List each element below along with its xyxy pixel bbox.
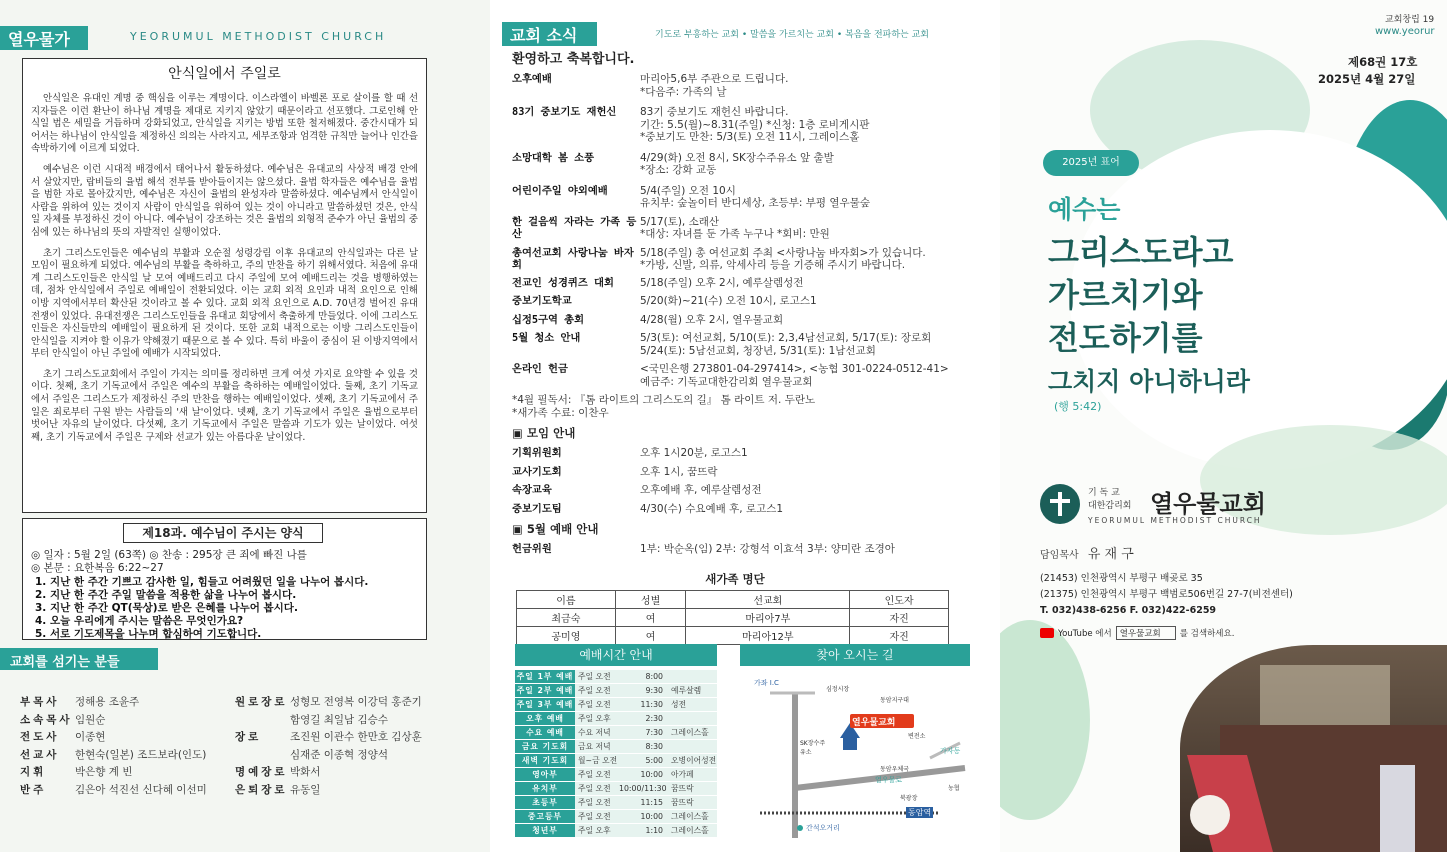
staff-row — [235, 729, 422, 747]
meet-value: 오후예배 후, 예루살렘성전 — [640, 484, 762, 496]
sched-row — [515, 824, 717, 838]
staff-row — [20, 729, 207, 747]
sched-cell: 7:30 — [645, 728, 663, 737]
essay-title: 안식일에서 주일로 — [168, 66, 281, 82]
sched-cell: 10:00 — [640, 812, 663, 821]
staff-role: 명예장로 — [235, 766, 288, 778]
founding: 교회창립 19 — [1385, 15, 1435, 25]
sched-cell: 10:00 — [640, 770, 663, 779]
sched-row — [515, 810, 717, 824]
denom-line: 기 독 교 — [1088, 488, 1120, 498]
family-row — [517, 627, 949, 645]
sched-row — [515, 684, 717, 698]
pastor-label: 담임목사 — [1040, 550, 1079, 561]
map-label: 가좌 I.C — [754, 679, 779, 687]
map-label: 동암우체국 — [880, 766, 909, 773]
staff-left — [20, 694, 207, 799]
sched-cell: 주일 오전 — [578, 700, 611, 709]
left-panel — [0, 0, 490, 852]
th: 이름 — [517, 591, 616, 609]
family-row — [517, 609, 949, 627]
youtube-icon — [1040, 628, 1054, 638]
youtube-line — [1040, 626, 1234, 640]
map-label: 열우물로 — [875, 776, 903, 784]
meet-value: 오후 1시, 꿈뜨락 — [640, 465, 718, 478]
staff-row — [235, 782, 422, 800]
sched-cell: 1:10 — [645, 826, 663, 835]
motto-line: 예수는 — [1048, 195, 1121, 224]
staff-row — [235, 712, 422, 730]
news-value — [640, 247, 987, 272]
news-item — [512, 363, 987, 388]
map-label: 심정시장 — [826, 686, 850, 693]
church-name: 열우물교회 — [1150, 490, 1266, 518]
meet-title: ▣ 모임 안내 — [512, 426, 576, 440]
sched-cell: 꿈뜨락 — [671, 798, 694, 807]
td: 공미영 — [517, 627, 616, 645]
news-value — [640, 332, 987, 357]
news-key: 소망대학 봄 소풍 — [512, 151, 595, 164]
middle-panel — [490, 0, 1000, 852]
map-drawing — [740, 668, 970, 843]
sched-cell: 영아부 — [515, 768, 575, 781]
sched-cell: 그레이스홀 — [671, 728, 709, 737]
td: 마리아7부 — [686, 609, 850, 627]
sched-row — [515, 740, 717, 754]
news-key: 한 걸음씩 자라는 가족 등산 — [512, 215, 637, 240]
staff-role: 전도사 — [20, 731, 60, 743]
news-line: 5/4(주일) 오전 10시 — [640, 184, 736, 197]
staff-role — [235, 712, 290, 730]
news-line: 5/24(토): 5남선교회, 청장년, 5/31(토): 1남선교회 — [640, 344, 876, 357]
staff-names: 한현숙(일본) 조드보라(인도) — [75, 748, 207, 761]
may-item — [512, 543, 987, 556]
motto-line: 전도하기를 — [1048, 319, 1203, 357]
staff-row — [235, 747, 422, 765]
sched-cell: 9:30 — [645, 686, 663, 695]
sched-table — [515, 670, 717, 838]
meet-key: 교사기도회 — [512, 465, 562, 478]
sched-row — [515, 670, 717, 684]
sched-row — [515, 768, 717, 782]
news-value: 5/18(주일) 오후 2시, 예루살렘성전 — [640, 276, 804, 289]
sched-cell: 2:30 — [645, 714, 663, 723]
essay-paragraph: 예수님은 이런 시대적 배경에서 태어나서 활동하셨다. 예수님은 유대교의 사상적 배경 안에서 살았지만, 랍비들의 율법 해석 전부를 받아들이지는 않으셨다. 율법 학자들은 예수님을 율법을 범한 자로 몰아갔지만, 예수님은 자신이 율법의 완성자라 말씀하셨다. 예수님께서 안식일이 사람을 위하여 있는 것이지 사람이 안식일을 위하여 있는 것이 아니라고 말씀하셨던 것은, 안식일 자체를 부정하신 것이 아니다. 예수님이 강조하는 것은 율법의 외형적 준수가 아닌 율법의 중심에 있는 하나님의 뜻의 자발적인 실행이었다. — [31, 163, 418, 238]
sched-row — [515, 726, 717, 740]
news-value — [640, 73, 987, 98]
lesson-questions — [35, 576, 368, 641]
news-item — [512, 106, 987, 144]
sched-cell: 아가페 — [671, 770, 694, 779]
staff-names: 성형모 전영복 이강덕 홍준기 — [290, 696, 422, 708]
staff-names: 임원순 — [75, 713, 106, 726]
sched-cell: 주일 오전 — [578, 686, 611, 695]
staff-title: 교회를 섬기는 분들 — [0, 648, 158, 670]
sched-cell: 5:00 — [645, 756, 663, 765]
essay-paragraph: 초기 그리스도인들은 예수님의 부활과 오순절 성령강림 이후 유대교의 안식일과는 다른 날 모임이 필요하게 되었다. 예수님의 부활을 축하하고, 주의 만찬을 하기 위해서였다. 처음에 유대계 그리스도인들은 안식일 날 모여 예배드리고 다시 주일에 모여 예배드리는 것을 병행하였는데, 점차 안식일에서 주일로 예배일이 전환되었다. 이는 교회 외적 요인과 내적 요인으로 인해 이방 지역에서부터 확산된 것이라고 볼 수 있다. 교회 외적 요인으로 A.D. 70년경 벌어진 유대전쟁이 있었다. 유대전쟁은 그리스도인들을 유대교 회당에서 축출하게 만들었다. 이에 그리스도인들은 자신들만의 예배일이 필요하게 된 것이다. 또한 교회 내적으로는 이방 그리스도인들이 안식일을 지켜야 할 이유가 약해졌기 때문으로 볼 수 있다. 특히 바울이 중심이 된 이방지역에서부터 안식일이 아닌 주일에 예배가 시작되었다. — [31, 247, 418, 360]
sched-cell: 금요 저녁 — [578, 742, 611, 751]
news-key: 5월 청소 안내 — [512, 332, 581, 344]
motto-badge: 2025년 표어 — [1043, 150, 1139, 176]
news-line: 기간: 5.5(월)~8.31(주일) *신청: 1층 로비게시판 — [640, 118, 870, 131]
news-line: 유치부: 숲놀이터 반디세상, 초등부: 부평 열우물숲 — [640, 197, 870, 209]
lesson-title: 제18과. 예수님이 주시는 양식 — [123, 523, 323, 543]
sched-cell: 주일 오전 — [578, 672, 611, 681]
td: 자진 — [850, 627, 949, 645]
question: 5. 서로 기도제목을 나누며 합심하여 기도합니다. — [35, 628, 262, 640]
news-line: 4/29(화) 오전 8시, SK장수주유소 앞 출발 — [640, 151, 834, 164]
staff-right — [235, 694, 422, 799]
sched-cell: 유치부 — [515, 782, 575, 795]
sched-cell: 오병이어성전 — [671, 756, 717, 765]
meet-item — [512, 466, 987, 479]
website: www.yeorur — [1375, 26, 1435, 37]
lesson-text: ◎ 본문 : 요한복음 6:22~27 — [31, 562, 164, 574]
church-name-en: YEORUMUL METHODIST CHURCH — [1088, 516, 1262, 525]
map-label: 동암지구대 — [880, 697, 909, 704]
panel-title: 열우물가 — [8, 30, 70, 49]
family-header-row — [517, 591, 949, 609]
news-item — [512, 73, 987, 98]
news-line: 예금주: 기독교대한감리회 열우물교회 — [640, 375, 813, 388]
panel-subtitle: 기도로 부흥하는 교회 • 말씀을 가르치는 교회 • 복음을 전파하는 교회 — [655, 30, 929, 40]
meet-key: 중보기도팀 — [512, 502, 562, 515]
church-logo-icon — [1040, 484, 1080, 524]
sched-title: 예배시간 안내 — [515, 644, 717, 666]
news-value — [640, 106, 987, 144]
essay-paragraph: 초기 그리스도교회에서 주일이 가지는 의미를 정리하면 크게 여섯 가지로 요약할 수 있을 것이다. 첫째, 초기 기독교에서 주일은 예수의 부활을 축하하는 예배일이었다. 둘째, 초기 기독교에서 주일은 그리스도가 제정하신 주의 만찬을 행하는 예배일이었다. 셋째, 초기 기독교에서 주일은 죄로부터 구원 받는 사람들의 '새 날'이었다. 넷째, 초기 기독교에서 주일은 율법으로부터 벗어난 자유의 날이었다. 다섯째, 초기 기독교에서 주일은 말씀과 기도가 있는 날이었다. 여섯째, 초기 기독교에서 주일은 구제와 선교가 있는 아름다운 날이었다. — [31, 368, 418, 443]
staff-role: 은퇴장로 — [235, 783, 288, 796]
may-value: 1부: 박순옥(임) 2부: 강형석 이효석 3부: 양미란 조경아 — [640, 543, 895, 555]
map-title: 찾아 오시는 길 — [740, 644, 970, 666]
staff-names: 함영길 최일남 김승수 — [290, 713, 388, 726]
sched-cell — [667, 740, 717, 753]
sched-cell: 그레이스홀 — [671, 826, 709, 835]
panel-title: 교회 소식 — [510, 26, 578, 45]
sched-cell: 꿈뜨락 — [671, 784, 694, 793]
issue-date: 2025년 4월 27일 — [1318, 72, 1416, 86]
denomination — [1088, 487, 1131, 513]
essay-box — [22, 58, 427, 513]
lesson-box — [22, 518, 427, 640]
sched-cell: 예루살렘 — [671, 686, 702, 695]
staff-role: 장로 — [235, 731, 262, 743]
sched-cell: 초등부 — [515, 796, 575, 809]
panel-subtitle: YEORUMUL METHODIST CHURCH — [130, 30, 387, 43]
news-line: 83기 중보기도 재헌신 바랍니다. — [640, 106, 789, 118]
news-line: *가방, 신발, 의류, 악세사리 등을 기증해 주시기 바랍니다. — [640, 259, 906, 271]
map-label: 간석오거리 — [806, 824, 840, 832]
staff-names: 정해용 조윤주 — [75, 696, 140, 708]
news-key: 83기 중보기도 재헌신 — [512, 106, 617, 118]
news-value — [640, 152, 987, 177]
meet-item — [512, 447, 987, 460]
panel-header — [0, 26, 490, 50]
staff-row — [235, 694, 422, 712]
map-label: 농협 — [948, 785, 960, 792]
sched-cell: 그레이스홀 — [671, 812, 709, 821]
news-item — [512, 216, 987, 241]
map-label: 열우물교회 — [852, 718, 896, 728]
news-line: 5/17(토), 소래산 — [640, 215, 720, 228]
staff-role: 부목사 — [20, 696, 60, 708]
sched-row — [515, 754, 717, 768]
th: 선교회 — [686, 591, 850, 609]
youtube-search-box[interactable]: 열우물교회 — [1116, 626, 1176, 640]
map-label: 동암역 — [908, 808, 932, 817]
sched-cell: 수요 예배 — [515, 726, 575, 739]
news-key: 십정5구역 총회 — [512, 313, 585, 326]
news-key: 전교인 성경퀴즈 대회 — [512, 276, 614, 289]
sched-row — [515, 796, 717, 810]
news-item — [512, 332, 987, 357]
news-item — [512, 152, 987, 177]
sched-cell: 주일 1부 예배 — [516, 672, 574, 681]
staff-row — [20, 747, 207, 765]
sched-cell: 오후 예배 — [515, 712, 575, 725]
sched-cell — [667, 670, 717, 683]
news-key: 온라인 헌금 — [512, 363, 568, 375]
news-value: 4/28(월) 오후 2시, 열우물교회 — [640, 313, 784, 326]
sched-cell: 주일 오전 — [578, 784, 611, 793]
staff-row — [20, 764, 207, 782]
staff-names: 이종현 — [75, 731, 106, 743]
sched-cell: 성전 — [671, 700, 687, 709]
news-line: *장소: 강화 교동 — [640, 164, 717, 176]
news-line: 5/3(토): 여선교회, 5/10(토): 2,3,4남선교회, 5/17(토): 장로회 — [640, 332, 932, 344]
map-label: 가자동 — [940, 747, 961, 755]
news-line: <국민은행 273801-04-297414>, <농협 301-0224-0512-41> — [640, 363, 949, 375]
volume: 제68권 17호 — [1348, 55, 1418, 69]
address: (21453) 인천광역시 부평구 배곶로 35 — [1040, 573, 1203, 584]
cover-panel — [1000, 0, 1447, 852]
sched-row — [515, 698, 717, 712]
staff-row — [20, 712, 207, 730]
sched-cell: 8:00 — [645, 672, 663, 681]
news-item — [512, 314, 987, 327]
staff-names: 유동일 — [290, 783, 321, 796]
news-item — [512, 277, 987, 290]
staff-role: 지휘 — [20, 766, 47, 778]
book-line: *4월 필독서: 『톰 라이트의 그리스도의 길』 톰 라이트 저. 두란노 — [512, 394, 816, 406]
map-label: 변전소 — [908, 733, 926, 740]
staff-names: 박화서 — [290, 766, 321, 778]
meet-value: 4/30(수) 수요예배 후, 로고스1 — [640, 502, 784, 515]
sched-cell: 새벽 기도회 — [515, 754, 575, 767]
book-note — [512, 394, 987, 419]
motto-line: 그치지 아니하니라 — [1048, 367, 1250, 396]
sched-cell: 월~금 오전 — [578, 756, 618, 765]
news-line: *대상: 자녀를 둔 가족 누구나 *회비: 만원 — [640, 228, 830, 240]
news-list — [512, 48, 987, 561]
news-key: 오후예배 — [512, 73, 552, 85]
news-item — [512, 295, 987, 308]
staff-role — [235, 747, 290, 765]
sched-cell: 수요 저녁 — [578, 728, 611, 737]
staff-names: 김은아 석진선 신다혜 이선미 — [75, 783, 207, 796]
staff-row — [20, 782, 207, 800]
family-title: 새가족 명단 — [705, 572, 765, 586]
staff-role: 반주 — [20, 783, 47, 796]
news-value: 5/20(화)~21(수) 오전 10시, 로고스1 — [640, 295, 817, 307]
sched-cell: 주일 오전 — [578, 770, 611, 779]
map-label: SK장수주유소 — [800, 740, 826, 756]
motto — [1048, 188, 1250, 403]
youtube-post: 를 검색하세요. — [1179, 629, 1235, 639]
address: (21375) 인천광역시 부평구 백범로506번길 27-7(비전센터) — [1040, 589, 1293, 600]
question: 3. 지난 한 주간 QT(묵상)로 받은 은혜를 나누어 봅시다. — [35, 602, 298, 614]
family-table — [516, 590, 949, 645]
question: 1. 지난 한 주간 기쁘고 감사한 일, 힘들고 어려웠던 일을 나누어 봅시다. — [35, 576, 369, 588]
news-value — [640, 216, 987, 241]
may-key: 헌금위원 — [512, 543, 552, 555]
news-line: *중보기도 만찬: 5/3(토) 오전 11시, 그레이스홀 — [640, 131, 860, 143]
worship-photo — [1180, 645, 1447, 852]
sched-row — [515, 712, 717, 726]
staff-role: 선교사 — [20, 748, 60, 761]
td: 자진 — [850, 609, 949, 627]
motto-line: 그리스도라고 — [1048, 233, 1234, 271]
sched-cell: 금요 기도회 — [515, 740, 575, 753]
sched-cell: 주일 오전 — [578, 798, 611, 807]
th: 인도자 — [850, 591, 949, 609]
phone: T. 032)438-6256 F. 032)422-6259 — [1040, 605, 1217, 616]
news-line: *다음주: 가족의 날 — [640, 85, 727, 98]
welcome-heading: 환영하고 축복합니다. — [512, 52, 635, 67]
td: 여 — [615, 609, 686, 627]
map-label: 백운빅시거리 — [785, 758, 792, 811]
sched-cell: 11:30 — [640, 700, 663, 709]
staff-names: 박은향 계 빈 — [75, 766, 133, 778]
lesson-meta — [31, 549, 307, 575]
meet-key: 기획위원회 — [512, 447, 562, 459]
staff-role: 원로장로 — [235, 696, 288, 708]
denom-line: 대한감리회 — [1088, 501, 1132, 511]
meet-key: 속장교육 — [512, 484, 552, 496]
news-item — [512, 247, 987, 272]
news-key: 총여선교회 사랑나눔 바자회 — [512, 246, 634, 271]
map-label: 북광장 — [900, 795, 918, 802]
news-value — [640, 185, 987, 210]
meet-item — [512, 484, 987, 497]
pastor — [1040, 543, 1134, 562]
lesson-date: ◎ 일자 : 5월 2일 (63쪽) ◎ 찬송 : 295장 큰 죄에 빠진 나를 — [31, 549, 307, 561]
motto-line: 가르치기와 — [1048, 276, 1203, 314]
book-line: *새가족 수료: 이찬우 — [512, 406, 609, 419]
meet-item — [512, 503, 987, 516]
question: 4. 오늘 우리에게 주시는 말씀은 무엇인가요? — [35, 615, 244, 627]
sched-cell: 10:00/11:30 — [619, 784, 667, 793]
sched-cell: 청년부 — [515, 824, 575, 837]
news-key: 중보기도학교 — [512, 295, 572, 307]
sched-cell — [667, 712, 717, 725]
td: 마리아12부 — [686, 627, 850, 645]
question: 2. 지난 한 주간 주일 말씀을 적용한 삶을 나누어 봅시다. — [35, 589, 297, 601]
staff-names: 조진원 이관수 한만호 김상훈 — [290, 731, 422, 743]
essay-body — [31, 93, 418, 452]
news-key: 어린이주일 야외예배 — [512, 184, 608, 197]
may-title: ▣ 5월 예배 안내 — [512, 522, 599, 536]
sched-cell: 주일 오전 — [578, 812, 611, 821]
td: 여 — [615, 627, 686, 645]
sched-cell: 11:15 — [640, 798, 663, 807]
th: 성별 — [615, 591, 686, 609]
youtube-pre: YouTube 에서 — [1058, 629, 1112, 639]
staff-role: 소속목사 — [20, 713, 73, 726]
staff-names: 심재준 이종혁 정양석 — [290, 748, 388, 761]
sched-cell: 8:30 — [645, 742, 663, 751]
contact — [1040, 571, 1293, 619]
news-line: 마리아5,6부 주관으로 드립니다. — [640, 73, 789, 85]
essay-paragraph: 안식일은 유대인 계명 중 핵심을 이루는 계명이다. 이스라엘이 바벨론 포로 살이를 할 때 선지자들은 이런 환난이 하나님 계명을 제대로 지키지 않았기 때문이라고 선포했다. 그로인해 안식일 법은 세밀을 거듭하며 강화되었고, 안식일을 지키는 방법 또한 철저해졌다. 중간시대가 되어서는 하나님이 안식일을 제정하신 의의는 사라지고, 세부조항과 엄격한 규칙만 늘어나 인간을 속박하기에 이르게 되었다. — [31, 93, 418, 155]
motto-ref: (행 5:42) — [1054, 400, 1102, 413]
staff-row — [20, 694, 207, 712]
pastor-name: 유 재 구 — [1087, 547, 1134, 562]
td: 최금숙 — [517, 609, 616, 627]
sched-cell: 주일 3부 예배 — [516, 700, 574, 709]
map — [740, 668, 970, 843]
sched-row — [515, 782, 717, 796]
sched-cell: 주일 2부 예배 — [516, 686, 574, 695]
news-line: 5/18(주일) 총 여선교회 주최 <사랑나눔 바자회>가 있습니다. — [640, 246, 926, 259]
sched-cell: 중고등부 — [515, 810, 575, 823]
news-value — [640, 363, 987, 388]
sched-cell: 주일 오후 — [578, 826, 611, 835]
news-item — [512, 185, 987, 210]
staff-row — [235, 764, 422, 782]
meet-value: 오후 1시20분, 로고스1 — [640, 447, 748, 459]
sched-cell: 주일 오후 — [578, 714, 611, 723]
